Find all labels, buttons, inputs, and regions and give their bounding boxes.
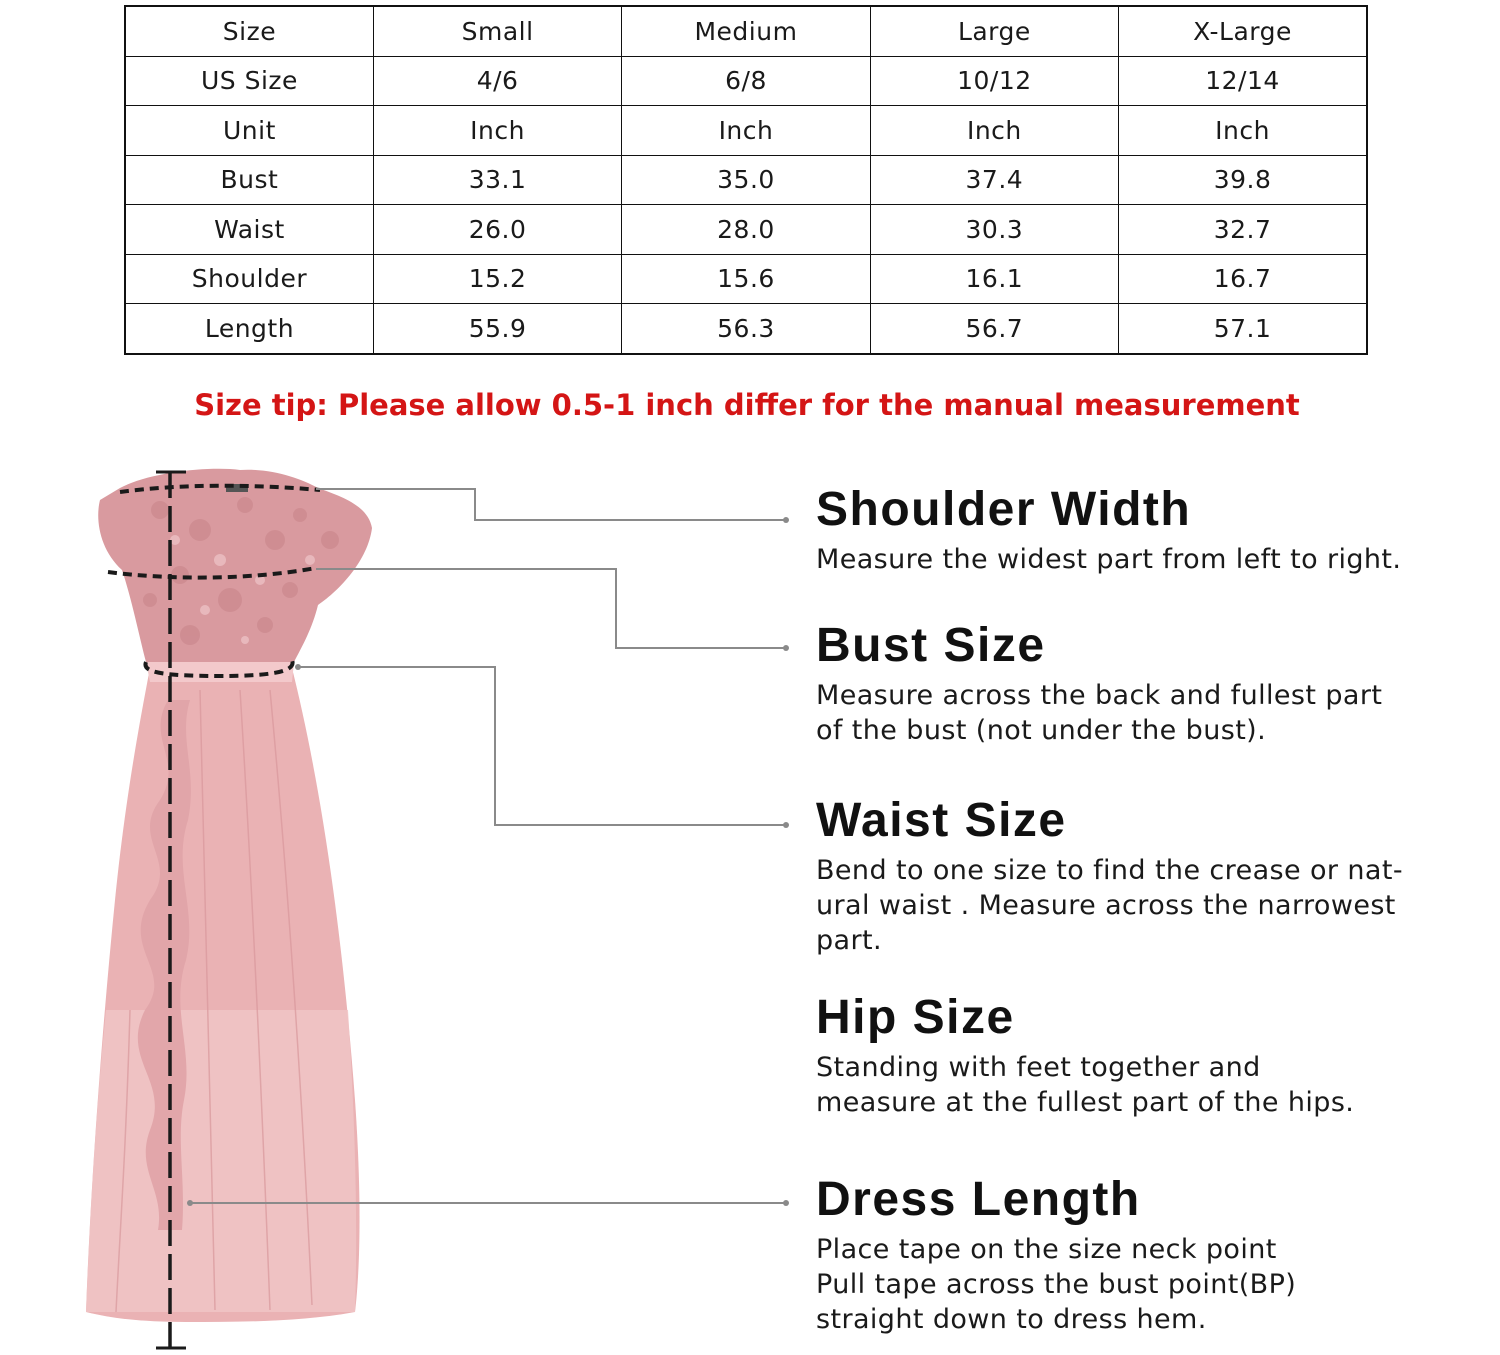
- section-title: Dress Length: [816, 1173, 1141, 1226]
- table-cell: 15.6: [622, 254, 870, 304]
- table-cell: Medium: [622, 6, 870, 56]
- table-cell: 56.7: [870, 304, 1118, 354]
- table-cell: Small: [373, 6, 621, 56]
- table-row-label: Waist: [125, 205, 373, 255]
- dress-waistband: [146, 662, 294, 682]
- table-cell: 12/14: [1119, 56, 1367, 106]
- table-cell: Inch: [622, 106, 870, 156]
- section-description: Place tape on the size neck point Pull tape across the bust point(BP) straight down to dress hem.: [816, 1234, 1297, 1335]
- table-cell: 56.3: [622, 304, 870, 354]
- table-cell: 28.0: [622, 205, 870, 255]
- table-row-label: Length: [125, 304, 373, 354]
- table-cell: 16.7: [1119, 254, 1367, 304]
- section-title: Waist Size: [816, 794, 1067, 847]
- shoulder-leader: [316, 489, 786, 520]
- table-row-label: Unit: [125, 106, 373, 156]
- section-description: Measure across the back and fullest part of the bust (not under the bust).: [816, 680, 1383, 746]
- table-header-row: [125, 6, 1367, 56]
- table-row-label: Size: [125, 6, 373, 56]
- bust-leader: [316, 569, 786, 648]
- table-row: [125, 304, 1367, 354]
- table-cell: 57.1: [1119, 304, 1367, 354]
- waist-leader: [298, 667, 786, 825]
- table-cell: 6/8: [622, 56, 870, 106]
- dress-lace-bodice: [98, 469, 372, 662]
- table-cell: 16.1: [870, 254, 1118, 304]
- section-waist-size: [816, 793, 1476, 958]
- section-title: Hip Size: [816, 991, 1015, 1044]
- table-row: [125, 56, 1367, 106]
- table-cell: X-Large: [1119, 6, 1367, 56]
- table-cell: 55.9: [373, 304, 621, 354]
- section-shoulder-width: [816, 482, 1476, 577]
- table-cell: Inch: [870, 106, 1118, 156]
- dress-sheer-panel: [86, 1010, 356, 1312]
- section-description: Bend to one size to find the crease or nat- ural waist . Measure across the narrowest part.: [816, 855, 1403, 956]
- table-row: [125, 155, 1367, 205]
- dress-measurement-illustration: [0, 440, 800, 1355]
- table-cell: Inch: [373, 106, 621, 156]
- section-description: Measure the widest part from left to right.: [816, 544, 1402, 575]
- table-cell: 33.1: [373, 155, 621, 205]
- section-hip-size: [816, 990, 1476, 1120]
- table-cell: Inch: [1119, 106, 1367, 156]
- table-cell: Large: [870, 6, 1118, 56]
- table-cell: 10/12: [870, 56, 1118, 106]
- table-row: [125, 254, 1367, 304]
- table-row-label: Bust: [125, 155, 373, 205]
- table-cell: 32.7: [1119, 205, 1367, 255]
- size-chart-table: [124, 5, 1368, 355]
- section-description: Standing with feet together and measure at the fullest part of the hips.: [816, 1052, 1355, 1118]
- table-cell: 15.2: [373, 254, 621, 304]
- table-cell: 30.3: [870, 205, 1118, 255]
- section-dress-length: [816, 1172, 1476, 1337]
- table-cell: 37.4: [870, 155, 1118, 205]
- section-bust-size: [816, 618, 1476, 748]
- section-title: Shoulder Width: [816, 483, 1192, 536]
- size-tip: Size tip: Please allow 0.5-1 inch differ for the manual measurement: [194, 388, 1300, 422]
- table-row: [125, 205, 1367, 255]
- section-title: Bust Size: [816, 619, 1046, 672]
- table-row: [125, 106, 1367, 156]
- table-cell: 35.0: [622, 155, 870, 205]
- table-cell: 39.8: [1119, 155, 1367, 205]
- table-cell: 26.0: [373, 205, 621, 255]
- table-row-label: Shoulder: [125, 254, 373, 304]
- table-row-label: US Size: [125, 56, 373, 106]
- table-cell: 4/6: [373, 56, 621, 106]
